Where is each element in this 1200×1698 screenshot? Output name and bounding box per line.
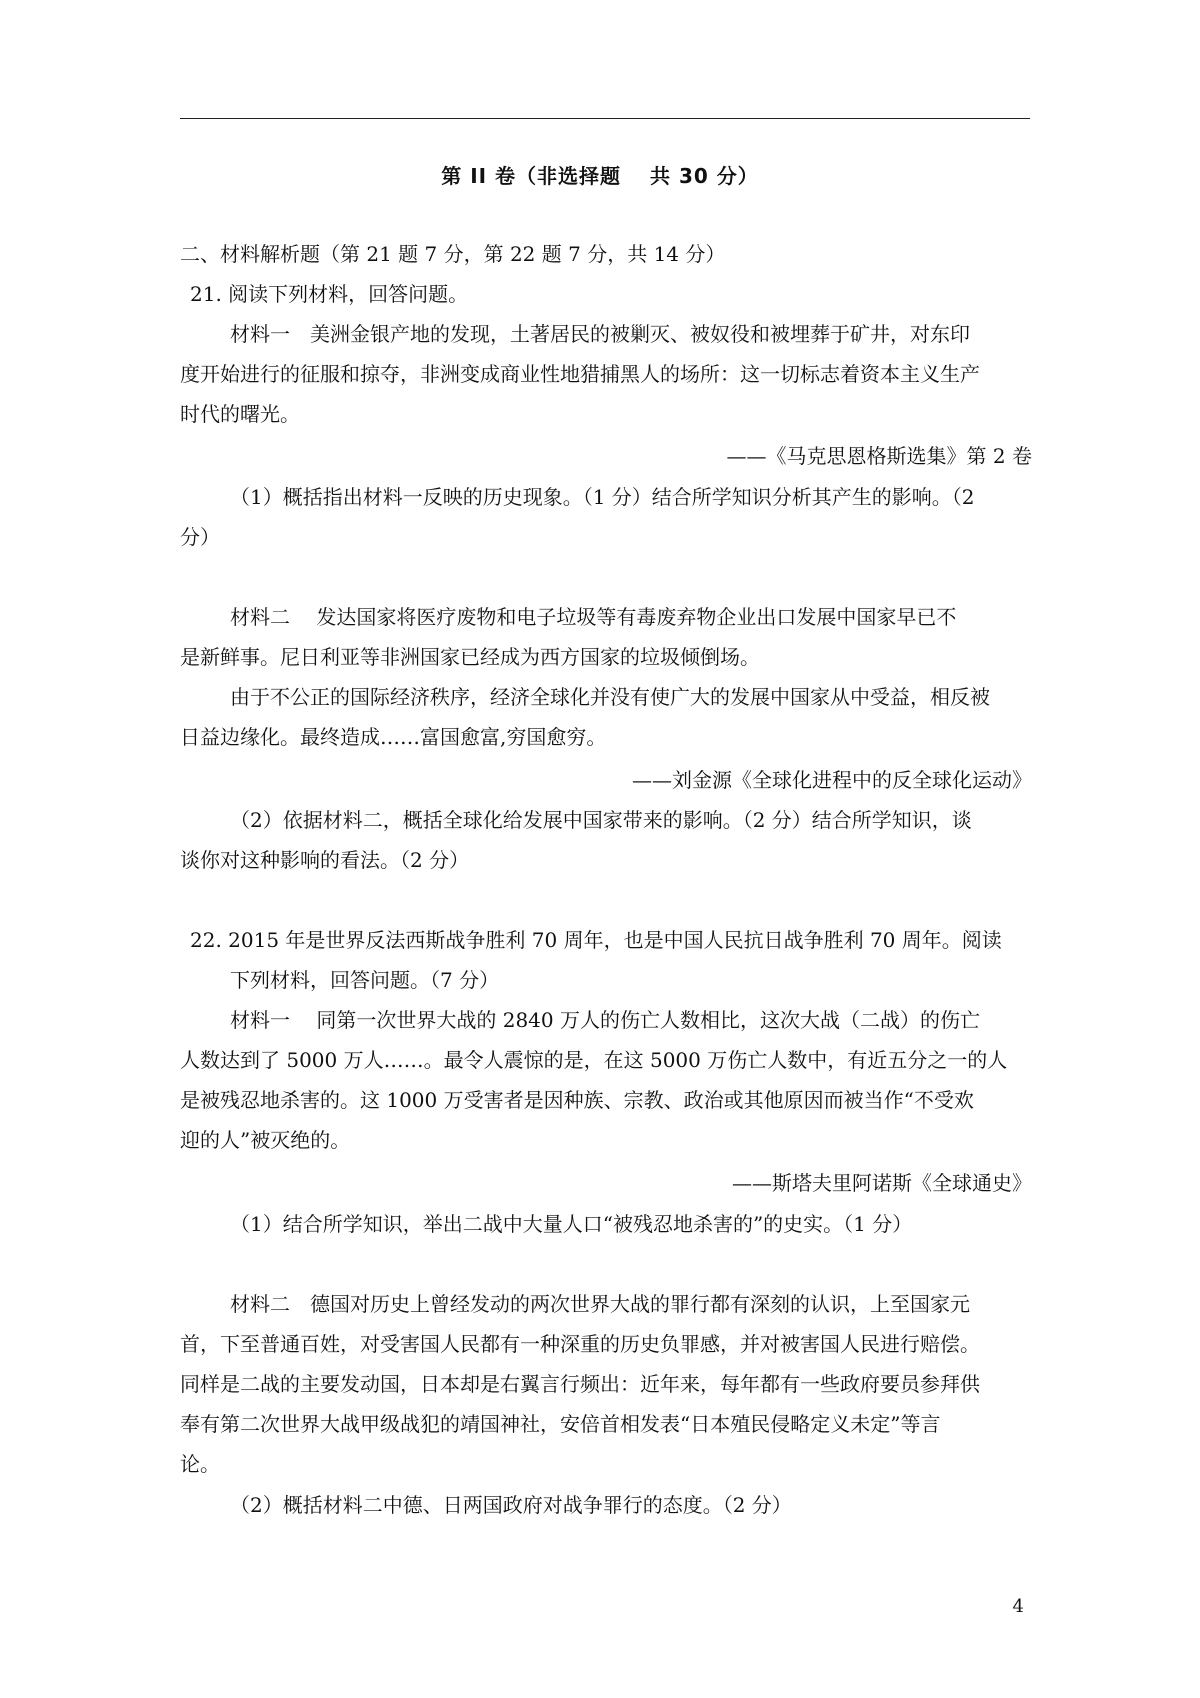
q22-material-2-line: 论。 <box>180 1452 220 1476</box>
q21-material-2-line: 日益边缘化。最终造成……富国愈富,穷国愈穷。 <box>180 725 607 749</box>
q21-subquestion-1: （1）概括指出材料一反映的历史现象。（1 分）结合所学知识分析其产生的影响。（2 <box>230 485 975 509</box>
q22-material-2-line: 奉有第二次世界大战甲级战犯的靖国神社，安倍首相发表“日本殖民侵略定义未定”等言 <box>180 1412 941 1436</box>
page-number: 4 <box>1012 1596 1024 1617</box>
q21-subquestion-2: （2）依据材料二，概括全球化给发展中国家带来的影响。（2 分）结合所学知识，谈 <box>230 808 972 832</box>
q22-material-1-line: 人数达到了 5000 万人……。最令人震惊的是，在这 5000 万伤亡人数中，有近五分之一的人 <box>180 1048 1008 1072</box>
q21-intro: 21. 阅读下列材料，回答问题。 <box>190 282 469 306</box>
q21-material-1-source: ——《马克思恩格斯选集》第 2 卷 <box>726 444 1032 468</box>
q21-material-2-line: 是新鲜事。尼日利亚等非洲国家已经成为西方国家的垃圾倾倒场。 <box>180 645 760 669</box>
q22-material-1-line: 材料一 同第一次世界大战的 2840 万人的伤亡人数相比，这次大战（二战）的伤亡 <box>230 1008 980 1032</box>
q21-material-2-source: ——刘金源《全球化进程中的反全球化运动》 <box>632 768 1032 792</box>
q22-subquestion-2: （2）概括材料二中德、日两国政府对战争罪行的态度。（2 分） <box>230 1493 792 1517</box>
q21-material-2-line: 由于不公正的国际经济秩序，经济全球化并没有使广大的发展中国家从中受益，相反被 <box>230 685 990 709</box>
section-title: 第 II 卷（非选择题 共 30 分） <box>441 164 759 188</box>
q22-intro: 下列材料，回答问题。（7 分） <box>230 968 500 992</box>
q22-material-2-line: 材料二 德国对历史上曾经发动的两次世界大战的罪行都有深刻的认识，上至国家元 <box>230 1292 970 1316</box>
q22-intro: 22. 2015 年是世界反法西斯战争胜利 70 周年，也是中国人民抗日战争胜利 70 周年。阅读 <box>190 928 1002 952</box>
q22-material-2-line: 同样是二战的主要发动国，日本却是右翼言行频出：近年来，每年都有一些政府要员参拜供 <box>180 1372 980 1396</box>
q22-subquestion-1: （1）结合所学知识，举出二战中大量人口“被残忍地杀害的”的史实。（1 分） <box>230 1212 913 1236</box>
q22-material-1-line: 迎的人”被灭绝的。 <box>180 1128 351 1152</box>
q21-subquestion-2: 谈你对这种影响的看法。（2 分） <box>180 848 470 872</box>
q22-material-1-line: 是被残忍地杀害的。这 1000 万受害者是因种族、宗教、政治或其他原因而被当作“不受欢 <box>180 1088 974 1112</box>
q22-material-1-source: ——斯塔夫里阿诺斯《全球通史》 <box>732 1171 1032 1195</box>
q21-material-1-line: 材料一 美洲金银产地的发现，土著居民的被剿灭、被奴役和被埋葬于矿井，对东印 <box>230 322 970 346</box>
header-rule <box>180 118 1030 119</box>
part-two-header: 二、材料解析题（第 21 题 7 分，第 22 题 7 分，共 14 分） <box>180 242 726 266</box>
q21-material-1-line: 度开始进行的征服和掠夺，非洲变成商业性地猎捕黑人的场所：这一切标志着资本主义生产 <box>180 362 980 386</box>
q21-material-1-line: 时代的曙光。 <box>180 402 300 426</box>
q22-material-2-line: 首，下至普通百姓，对受害国人民都有一种深重的历史负罪感，并对被害国人民进行赔偿。 <box>180 1332 980 1356</box>
q21-subquestion-1: 分） <box>180 525 220 549</box>
q21-material-2-line: 材料二 发达国家将医疗废物和电子垃圾等有毒废弃物企业出口发展中国家早已不 <box>230 605 957 629</box>
